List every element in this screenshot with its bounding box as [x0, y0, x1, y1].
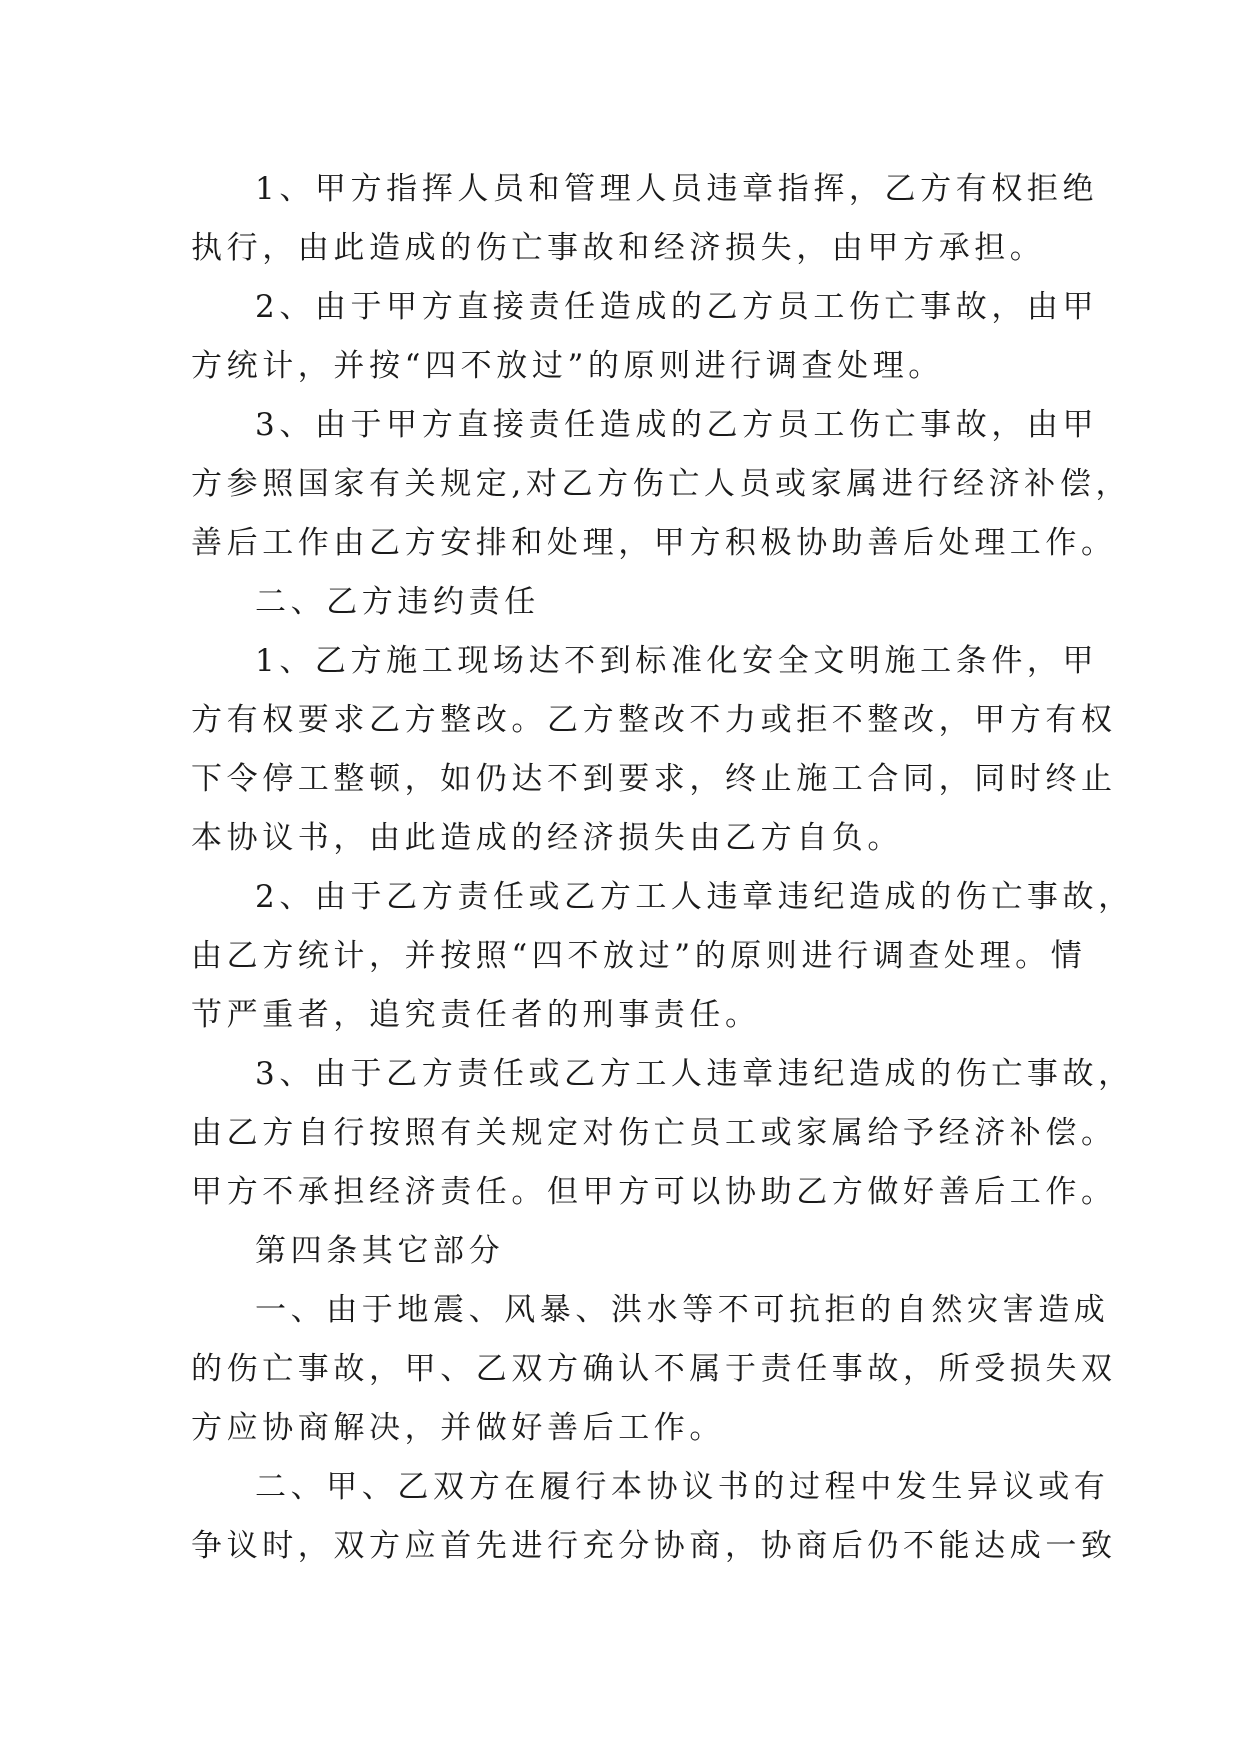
text-line: 二、乙方违约责任 — [255, 584, 540, 620]
text-line: 1、甲方指挥人员和管理人员违章指挥，乙方有权拒绝 — [255, 171, 1099, 207]
text-line: 二、甲、乙双方在履行本协议书的过程中发生异议或有 — [255, 1469, 1110, 1505]
text-line: 方应协商解决，并做好善后工作。 — [191, 1410, 725, 1446]
text-line: 争议时，双方应首先进行充分协商，协商后仍不能达成一致 — [191, 1528, 1117, 1564]
text-line: 第四条其它部分 — [255, 1233, 505, 1269]
text-line: 执行，由此造成的伤亡事故和经济损失，由甲方承担。 — [191, 230, 1046, 266]
text-line: 3、由于甲方直接责任造成的乙方员工伤亡事故，由甲 — [255, 407, 1099, 443]
text-line: 2、由于甲方直接责任造成的乙方员工伤亡事故，由甲 — [255, 289, 1099, 325]
document-page — [191, 160, 1134, 1576]
text-line: 1、乙方施工现场达不到标准化安全文明施工条件，甲 — [255, 643, 1099, 679]
paragraph-clause-2-party-b-statistics — [191, 868, 1134, 1045]
text-line: 方参照国家有关规定,对乙方伤亡人员或家属进行经济补偿， — [191, 466, 1132, 502]
paragraph-clause-2-party-a-statistics — [191, 278, 1099, 396]
text-line: 的伤亡事故，甲、乙双方确认不属于责任事故，所受损失双 — [191, 1351, 1117, 1387]
text-line: 3、由于乙方责任或乙方工人违章违纪造成的伤亡事故， — [255, 1056, 1134, 1092]
text-line: 甲方不承担经济责任。但甲方可以协助乙方做好善后工作。 — [191, 1174, 1117, 1210]
text-line: 本协议书，由此造成的经济损失由乙方自负。 — [191, 820, 903, 856]
section-heading-party-b-liability — [191, 573, 1061, 632]
text-line: 2、由于乙方责任或乙方工人违章违纪造成的伤亡事故， — [255, 879, 1134, 915]
paragraph-force-majeure — [191, 1281, 1117, 1458]
text-line: 节严重者，追究责任者的刑事责任。 — [191, 997, 761, 1033]
paragraph-clause-1-party-b-site — [191, 632, 1117, 868]
text-line: 由乙方自行按照有关规定对伤亡员工或家属给予经济补偿。 — [191, 1115, 1117, 1151]
text-line: 由乙方统计，并按照“四不放过”的原则进行调查处理。情 — [191, 938, 1087, 974]
section-heading-article-4 — [191, 1222, 1061, 1281]
text-line: 方有权要求乙方整改。乙方整改不力或拒不整改，甲方有权 — [191, 702, 1117, 738]
text-line: 善后工作由乙方安排和处理，甲方积极协助善后处理工作。 — [191, 525, 1117, 561]
text-line: 方统计，并按“四不放过”的原则进行调查处理。 — [191, 348, 944, 384]
paragraph-clause-1-party-a-directing — [191, 160, 1099, 278]
paragraph-dispute-resolution — [191, 1458, 1117, 1576]
text-line: 一、由于地震、风暴、洪水等不可抗拒的自然灾害造成 — [255, 1292, 1110, 1328]
paragraph-clause-3-party-a-compensation — [191, 396, 1132, 573]
text-line: 下令停工整顿，如仍达不到要求，终止施工合同，同时终止 — [191, 761, 1117, 797]
paragraph-clause-3-party-b-compensation — [191, 1045, 1134, 1222]
